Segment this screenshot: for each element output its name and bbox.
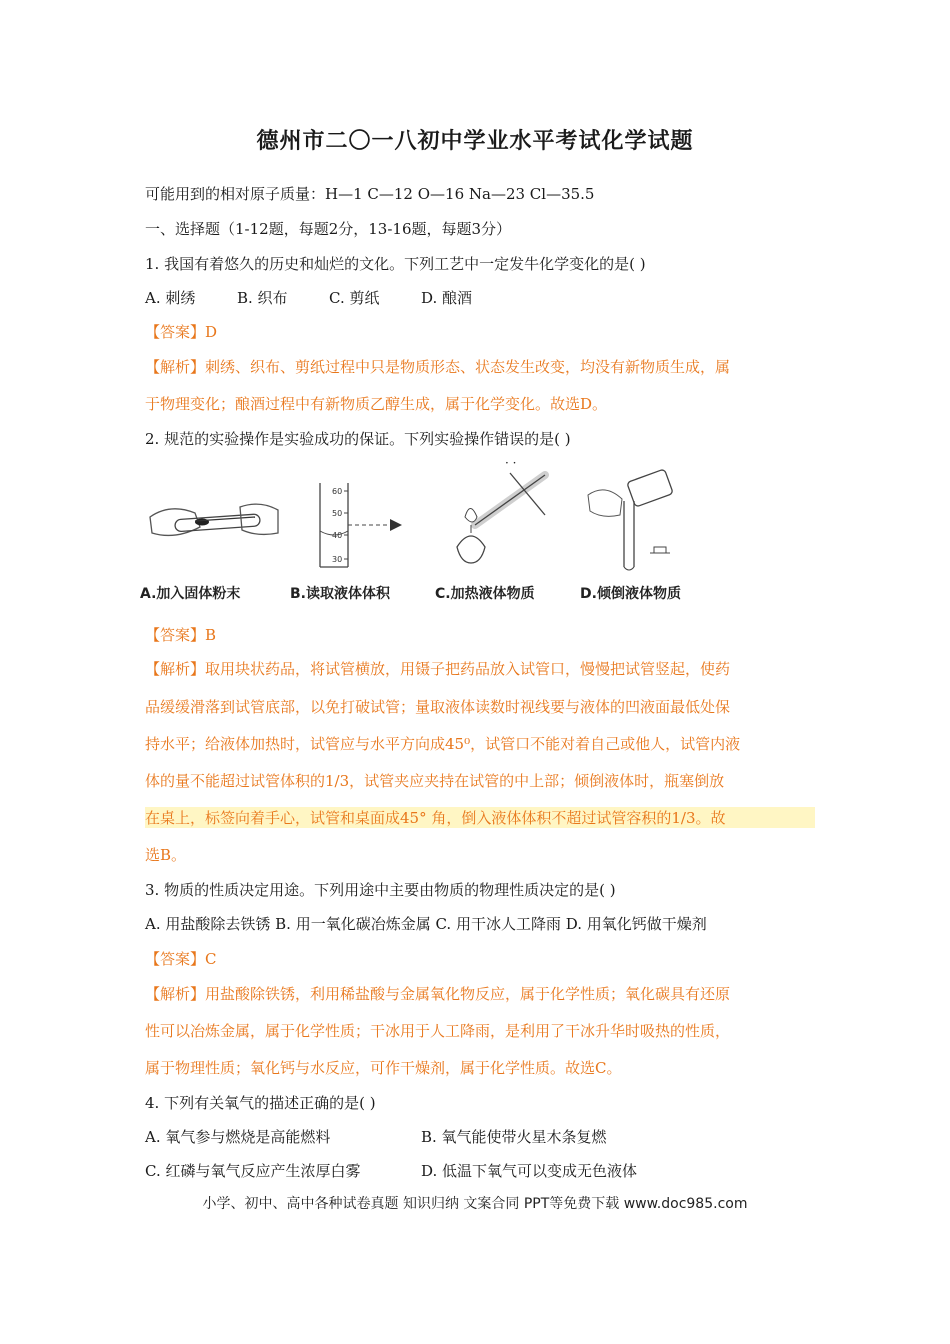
q1-stem: 1. 我国有着悠久的历史和灿烂的文化。下列工艺中一定发牛化学变化的是( ) [145,255,646,273]
analysis-text: 用盐酸除铁锈，利用稀盐酸与金属氧化物反应，属于化学性质；氧化碳具有还原 [205,985,731,1003]
q1-option-a: A. 刺绣 [145,289,196,307]
q2-answer [145,624,815,645]
q4-options-row1 [145,1126,815,1147]
answer-value: B [205,626,217,644]
analysis-text: 刺绣、织布、剪纸过程中只是物质形态、状态发生改变，均没有新物质生成，属 [205,358,731,376]
answer-value: C [205,950,217,968]
tick-label: 30 [332,555,343,564]
figure-c [435,455,575,605]
analysis-tag: 【解析】 [145,358,206,376]
q2-analysis-line: 持水平；给液体加热时，试管应与水平方向成45⁰，试管口不能对着自己或他人，试管内液 [145,735,741,753]
test-tube-horizontal-icon [140,455,290,580]
figure-d [580,455,720,605]
tick-label: 50 [332,509,343,518]
q4-option-c: C. 红磷与氧气反应产生浓厚白雾 [145,1162,361,1180]
pouring-bottle-icon [580,455,720,580]
analysis-tag: 【解析】 [145,660,206,678]
q3-analysis-line: 属于物理性质；氧化钙与水反应，可作干燥剂，属于化学性质。故选C。 [145,1059,622,1077]
q4-options-row2 [145,1160,815,1181]
q2-figure [140,455,720,605]
graduated-cylinder-icon [290,455,430,580]
q2-stem: 2. 规范的实验操作是实验成功的保证。下列实验操作错误的是( ) [145,430,571,448]
q1-option-c: C. 剪纸 [329,289,380,307]
q3-stem: 3. 物质的性质决定用途。下列用途中主要由物质的物理性质决定的是( ) [145,881,616,899]
alcohol-lamp-icon [435,455,575,580]
answer-tag: 【答案】 [145,323,206,341]
figure-d-caption: D.倾倒液体物质 [580,586,681,602]
answer-tag: 【答案】 [145,950,206,968]
page-footer: 小学、初中、高中各种试卷真题 知识归纳 文案合同 PPT等免费下载 www.doc985.com [202,1196,748,1212]
q4-option-a: A. 氧气参与燃烧是高能燃料 [145,1128,331,1146]
q3-analysis-line [145,983,815,1004]
figure-c-caption: C.加热液体物质 [435,586,535,602]
q2-analysis-line: 体的量不能超过试管体积的1/3，试管夹应夹持在试管的中上部；倾倒液体时，瓶塞倒放 [145,772,725,790]
q4-option-d: D. 低温下氧气可以变成无色液体 [421,1162,638,1180]
q2-analysis-line: 在桌上，标签向着手心，试管和桌面成45° 角，倒入液体体积不超过试管容积的1/3。故 [145,807,815,828]
page-title: 德州市二〇一八初中学业水平考试化学试题 [256,129,694,154]
atomic-masses: 可能用到的相对原子质量：H—1 C—12 O—16 Na—23 Cl—35.5 [145,185,595,203]
q1-analysis-line: 于物理变化；酿酒过程中有新物质乙醇生成，属于化学变化。故选D。 [145,395,608,413]
q4-stem: 4. 下列有关氧气的描述正确的是( ) [145,1094,376,1112]
q2-analysis-line: 品缓缓滑落到试管底部，以免打破试管；量取液体读数时视线要与液体的凹液面最低处保 [145,698,731,716]
q1-options [145,287,815,308]
q1-option-b: B. 织布 [237,289,288,307]
figure-b-caption: B.读取液体体积 [290,586,390,602]
q1-option-d: D. 酿酒 [421,289,473,307]
analysis-text: 取用块状药品，将试管横放，用镊子把药品放入试管口，慢慢把试管竖起，使药 [205,660,731,678]
q1-answer [145,321,815,342]
answer-tag: 【答案】 [145,626,206,644]
tick-label: 60 [332,487,343,496]
tick-label: 40 [332,531,343,540]
q2-analysis-line [145,658,815,679]
section-heading: 一、选择题（1-12题，每题2分，13-16题，每题3分） [145,220,512,238]
figure-b [290,455,430,605]
figure-a-caption: A.加入固体粉末 [140,586,241,602]
figure-a [140,455,290,605]
q3-analysis-line: 性可以冶炼金属，属于化学性质；干冰用于人工降雨，是利用了干冰升华时吸热的性质， [145,1022,731,1040]
svg-text:· ·: · · [505,456,517,470]
q2-analysis-line: 选B。 [145,846,187,864]
analysis-tag: 【解析】 [145,985,206,1003]
answer-value: D [205,323,218,341]
q4-option-b: B. 氧气能使带火星木条复燃 [421,1128,607,1146]
q1-analysis-line [145,356,815,377]
q3-options: A. 用盐酸除去铁锈 B. 用一氧化碳冶炼金属 C. 用干冰人工降雨 D. 用氧化钙做干燥剂 [145,915,707,933]
q3-answer [145,948,815,969]
